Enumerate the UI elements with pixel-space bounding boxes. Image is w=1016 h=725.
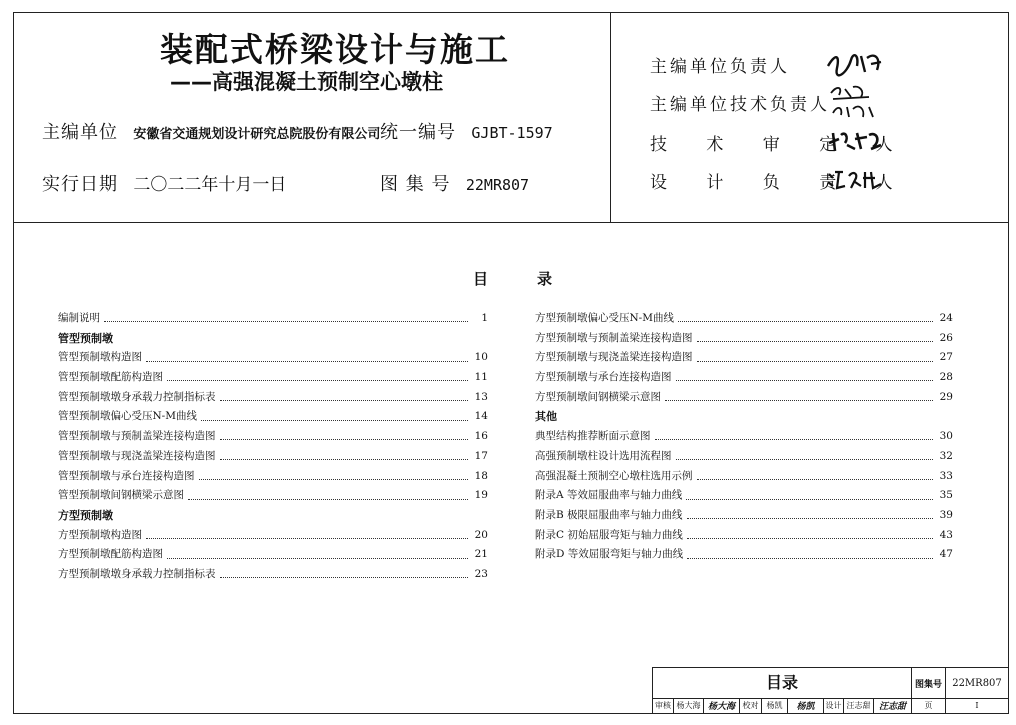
toc-entry xyxy=(535,427,953,447)
toc-page-number: 19 xyxy=(474,489,488,502)
header-vertical-divider xyxy=(610,12,611,222)
toc-entry-title: 其他 xyxy=(535,410,557,424)
toc-page-number: 39 xyxy=(939,508,953,521)
chief-unit-tech-leader-label: 主编单位技术负责人 xyxy=(650,95,830,115)
effective-date-value: 二〇二二年十月一日 xyxy=(133,175,287,195)
toc-entry xyxy=(58,486,488,506)
toc-leader-dots xyxy=(676,380,934,381)
signature-mark-1 xyxy=(825,48,885,78)
page-value: I xyxy=(945,698,1008,713)
toc-leader-dots xyxy=(220,459,469,460)
toc-leader-dots xyxy=(201,420,468,421)
toc-page-number: 18 xyxy=(474,469,488,482)
toc-leader-dots xyxy=(687,538,933,539)
toc-page-number: 26 xyxy=(939,331,953,344)
toc-entry xyxy=(58,388,488,408)
title-block-atlas-value: 22MR807 xyxy=(945,668,1008,698)
design-name: 汪志甜 xyxy=(843,698,873,713)
toc-entry-title: 方型预制墩偏心受压N-M曲线 xyxy=(535,312,674,324)
title-block xyxy=(652,667,1009,714)
atlas-number xyxy=(380,170,529,196)
toc-leader-dots xyxy=(697,479,934,480)
toc-page-number: 33 xyxy=(939,469,953,482)
toc-leader-dots xyxy=(697,341,934,342)
design-leader-label: 设 计 负 责 人 xyxy=(650,173,910,193)
toc-entry xyxy=(535,486,953,506)
signature-mark-2 xyxy=(825,83,885,123)
toc-entry-title: 方型预制墩与现浇盖梁连接构造图 xyxy=(535,351,693,364)
design-signature: 汪志甜 xyxy=(873,698,911,713)
toc-page-number: 16 xyxy=(474,430,488,443)
toc-entry-title: 管型预制墩 xyxy=(58,331,113,345)
toc-entry xyxy=(535,329,953,349)
atlas-number-label: 图 集 号 xyxy=(380,174,451,195)
toc-entry-title: 管型预制墩与承台连接构造图 xyxy=(58,469,195,482)
toc-entry xyxy=(58,348,488,368)
toc-entry-title: 附录B 极限屈服曲率与轴力曲线 xyxy=(535,508,683,521)
design-label: 设计 xyxy=(823,698,843,713)
check-name: 杨凯 xyxy=(761,698,787,713)
signature-chief-unit-leader xyxy=(825,48,885,78)
toc-page-number: 35 xyxy=(939,489,953,502)
toc-entry xyxy=(58,565,488,585)
signature-design-leader xyxy=(825,166,885,192)
toc-entry-title: 高强预制墩柱设计选用流程图 xyxy=(535,449,672,462)
toc-leader-dots xyxy=(686,499,933,500)
toc-entry-title: 管型预制墩与预制盖梁连接构造图 xyxy=(58,430,216,443)
toc-entry-title: 方型预制墩与预制盖梁连接构造图 xyxy=(535,331,693,344)
toc-entry xyxy=(58,309,488,329)
toc-right-column xyxy=(535,309,953,565)
title-block-atlas-label: 图集号 xyxy=(911,668,945,698)
title-block-title: 目录 xyxy=(765,673,798,692)
toc-page-number: 1 xyxy=(481,312,488,324)
toc-leader-dots xyxy=(687,518,933,519)
toc-leader-dots xyxy=(104,321,468,322)
atlas-number-value: 22MR807 xyxy=(465,176,530,194)
toc-leader-dots xyxy=(220,400,469,401)
toc-entry-title: 方型预制墩配筋构造图 xyxy=(58,548,163,561)
toc-entry-title: 管型预制墩与现浇盖梁连接构造图 xyxy=(58,449,216,462)
toc-entry xyxy=(535,467,953,487)
toc-page-number: 13 xyxy=(474,390,488,403)
toc-page-number: 17 xyxy=(474,449,488,462)
toc-entry xyxy=(535,506,953,526)
signature-mark-3 xyxy=(825,127,885,155)
toc-leader-dots xyxy=(676,459,934,460)
effective-date xyxy=(42,170,286,196)
toc-section-heading xyxy=(58,329,488,349)
toc-entry xyxy=(58,407,488,427)
page-label: 页 xyxy=(911,698,945,713)
tech-approver-label: 技 术 审 定 人 xyxy=(650,135,910,155)
toc-page-number: 43 xyxy=(939,528,953,541)
toc-entry xyxy=(535,388,953,408)
toc-page-number: 28 xyxy=(939,371,953,384)
toc-entry-title: 附录D 等效屈服弯矩与轴力曲线 xyxy=(535,548,684,561)
toc-entry xyxy=(535,545,953,565)
toc-leader-dots xyxy=(146,361,468,362)
toc-leader-dots xyxy=(655,439,934,440)
check-signature: 杨凯 xyxy=(787,698,823,713)
toc-entry xyxy=(58,447,488,467)
toc-entry-title: 管型预制墩墩身承载力控制指标表 xyxy=(58,390,216,403)
chief-unit-leader-label: 主编单位负责人 xyxy=(650,57,790,77)
toc-leader-dots xyxy=(665,400,933,401)
header-divider xyxy=(13,222,1009,223)
toc-leader-dots xyxy=(188,499,468,500)
toc-heading-right: 录 xyxy=(537,270,553,288)
toc-entry xyxy=(58,545,488,565)
toc-page-number: 32 xyxy=(939,449,953,462)
toc-entry-title: 管型预制墩构造图 xyxy=(58,351,142,364)
editor-unit-value: 安徽省交通规划设计研究总院股份有限公司 xyxy=(133,127,381,142)
toc-leader-dots xyxy=(199,479,469,480)
toc-entry-title: 方型预制墩间钢横梁示意图 xyxy=(535,390,661,403)
toc-entry-title: 方型预制墩 xyxy=(58,508,113,522)
review-name: 杨大海 xyxy=(673,698,703,713)
toc-left-column xyxy=(58,309,488,585)
toc-page-number: 23 xyxy=(474,567,488,580)
toc-entry-title: 高强混凝土预制空心墩柱选用示例 xyxy=(535,469,693,482)
toc-page-number: 30 xyxy=(939,430,953,443)
toc-leader-dots xyxy=(167,380,468,381)
signature-tech-approver xyxy=(825,127,885,155)
toc-page-number: 21 xyxy=(474,548,488,561)
toc-page-number: 27 xyxy=(939,351,953,364)
toc-page-number: 29 xyxy=(939,390,953,403)
toc-section-heading xyxy=(535,407,953,427)
toc-entry-title: 管型预制墩偏心受压N-M曲线 xyxy=(58,410,197,423)
toc-heading-left: 目 xyxy=(473,270,489,288)
toc-entry xyxy=(535,368,953,388)
unified-code xyxy=(380,118,553,144)
toc-entry-title: 附录A 等效屈服曲率与轴力曲线 xyxy=(535,489,683,502)
toc-leader-dots xyxy=(220,439,469,440)
toc-entry xyxy=(58,526,488,546)
toc-page-number: 10 xyxy=(474,351,488,364)
effective-date-label: 实行日期 xyxy=(42,174,118,195)
toc-entry-title: 管型预制墩间钢横梁示意图 xyxy=(58,489,184,502)
toc-page-number: 47 xyxy=(939,548,953,561)
toc-section-heading xyxy=(58,506,488,526)
check-label: 校对 xyxy=(739,698,761,713)
unified-code-label: 统一编号 xyxy=(380,122,456,143)
toc-entry-title: 典型结构推荐断面示意图 xyxy=(535,430,651,443)
document-subtitle: ——高强混凝土预制空心墩柱 xyxy=(170,70,443,94)
editor-unit-label: 主编单位 xyxy=(42,122,118,143)
toc-entry-title: 方型预制墩构造图 xyxy=(58,528,142,541)
toc-page-number: 20 xyxy=(474,528,488,541)
toc-entry xyxy=(58,427,488,447)
toc-entry xyxy=(535,526,953,546)
document-title: 装配式桥梁设计与施工 xyxy=(160,30,510,69)
toc-leader-dots xyxy=(167,558,468,559)
signature-chief-unit-tech-leader xyxy=(825,83,885,123)
signature-mark-4 xyxy=(825,166,885,192)
toc-entry xyxy=(535,309,953,329)
toc-leader-dots xyxy=(220,577,469,578)
review-signature: 杨大海 xyxy=(703,698,739,713)
toc-page-number: 14 xyxy=(474,410,488,423)
toc-entry xyxy=(58,368,488,388)
editor-unit xyxy=(42,118,380,144)
toc-entry-title: 方型预制墩与承台连接构造图 xyxy=(535,371,672,384)
title-block-bottom-row xyxy=(653,698,1008,713)
toc-leader-dots xyxy=(678,321,933,322)
toc-leader-dots xyxy=(687,558,933,559)
review-label: 审核 xyxy=(655,701,671,710)
toc-entry-title: 附录C 初始屈服弯矩与轴力曲线 xyxy=(535,528,683,541)
unified-code-value: GJBT-1597 xyxy=(471,124,553,142)
toc-entry-title: 管型预制墩配筋构造图 xyxy=(58,371,163,384)
toc-entry-title: 编制说明 xyxy=(58,312,100,324)
toc-page-number: 11 xyxy=(474,371,488,384)
toc-entry xyxy=(535,348,953,368)
toc-page-number: 24 xyxy=(939,312,953,324)
toc-entry xyxy=(535,447,953,467)
toc-leader-dots xyxy=(697,361,934,362)
toc-leader-dots xyxy=(146,538,468,539)
toc-entry-title: 方型预制墩墩身承载力控制指标表 xyxy=(58,567,216,580)
toc-entry xyxy=(58,467,488,487)
title-block-top-row xyxy=(653,668,1008,699)
